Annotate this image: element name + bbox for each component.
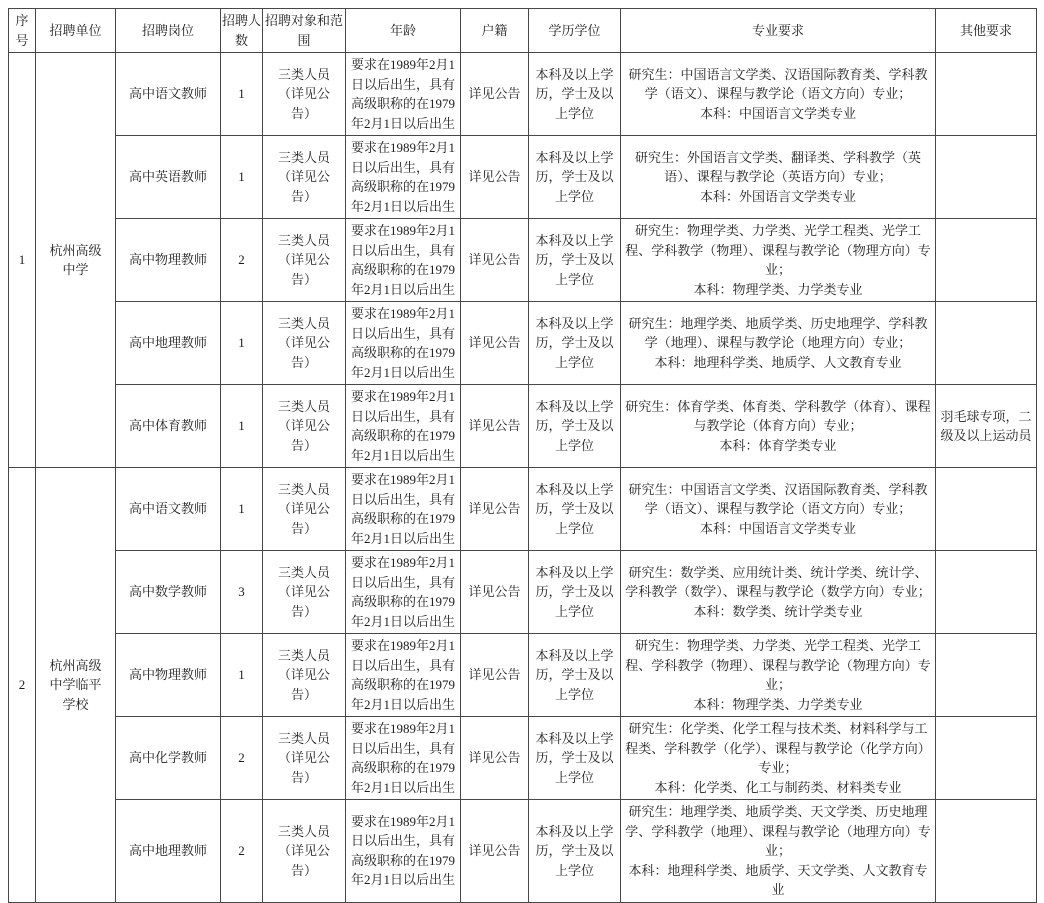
table-row [9, 717, 1037, 800]
header-unit: 招聘单位 [36, 9, 116, 53]
position-cell: 高中数学教师 [116, 551, 221, 634]
recruitment-table [8, 8, 1037, 903]
hukou-cell: 详见公告 [461, 551, 529, 634]
table-row [9, 551, 1037, 634]
education-cell: 本科及以上学历，学士及以上学位 [529, 219, 621, 302]
education-cell: 本科及以上学历，学士及以上学位 [529, 551, 621, 634]
scope-text: 三类人员（详见公告） [277, 149, 330, 204]
header-index: 序号 [9, 9, 36, 53]
hukou-cell: 详见公告 [461, 136, 529, 219]
group-index-cell: 2 [9, 468, 36, 903]
hukou-cell: 详见公告 [461, 53, 529, 136]
other-requirements-cell [936, 136, 1037, 219]
major-graduate: 研究生：数学类、应用统计类、统计学类、统计学、学科教学（数学）、课程与教学论（数学方向）专业； [625, 564, 931, 600]
count-cell: 1 [221, 385, 263, 468]
age-cell: 要求在1989年2月1日以后出生，具有高级职称的在1979年2月1日以后出生 [346, 634, 461, 717]
header-education: 学历学位 [529, 9, 621, 53]
other-requirements-cell [936, 717, 1037, 800]
major-cell [621, 551, 936, 634]
major-undergraduate: 本科：地理科学类、地质学、人文教育专业 [654, 354, 902, 370]
count-cell: 2 [221, 219, 263, 302]
major-graduate: 研究生：地理学类、地质学类、历史地理学、学科教学（地理）、课程与教学论（地理方向）专业； [628, 315, 928, 351]
education-cell: 本科及以上学历，学士及以上学位 [529, 634, 621, 717]
scope-cell [263, 634, 346, 717]
other-requirements-cell [936, 468, 1037, 551]
major-cell [621, 136, 936, 219]
major-cell [621, 302, 936, 385]
unit-name: 杭州高级中学 [49, 242, 102, 277]
other-requirements-cell [936, 800, 1037, 903]
scope-text: 三类人员（详见公告） [277, 66, 330, 121]
education-cell: 本科及以上学历，学士及以上学位 [529, 385, 621, 468]
count-cell: 2 [221, 717, 263, 800]
position-cell: 高中地理教师 [116, 302, 221, 385]
age-cell: 要求在1989年2月1日以后出生，具有高级职称的在1979年2月1日以后出生 [346, 136, 461, 219]
count-cell: 1 [221, 302, 263, 385]
header-position: 招聘岗位 [116, 9, 221, 53]
unit-name: 杭州高级中学临平学校 [49, 657, 102, 712]
major-graduate: 研究生：物理学类、力学类、光学工程类、光学工程、学科教学（物理）、课程与教学论（物理方向）专业； [625, 638, 931, 692]
hukou-cell: 详见公告 [461, 385, 529, 468]
scope-text: 三类人员（详见公告） [277, 564, 330, 619]
age-cell: 要求在1989年2月1日以后出生，具有高级职称的在1979年2月1日以后出生 [346, 551, 461, 634]
other-requirements-cell [936, 219, 1037, 302]
age-cell: 要求在1989年2月1日以后出生，具有高级职称的在1979年2月1日以后出生 [346, 468, 461, 551]
major-cell [621, 717, 936, 800]
scope-cell [263, 551, 346, 634]
table-row [9, 302, 1037, 385]
hukou-cell: 详见公告 [461, 717, 529, 800]
count-cell: 3 [221, 551, 263, 634]
other-requirements-cell [936, 53, 1037, 136]
major-cell [621, 53, 936, 136]
education-cell: 本科及以上学历，学士及以上学位 [529, 136, 621, 219]
table-row [9, 468, 1037, 551]
position-cell: 高中物理教师 [116, 219, 221, 302]
count-cell: 1 [221, 53, 263, 136]
scope-cell [263, 136, 346, 219]
major-undergraduate: 本科：中国语言文学类专业 [699, 520, 856, 536]
scope-cell [263, 385, 346, 468]
header-count: 招聘人数 [221, 9, 263, 53]
position-cell: 高中化学教师 [116, 717, 221, 800]
age-cell: 要求在1989年2月1日以后出生，具有高级职称的在1979年2月1日以后出生 [346, 302, 461, 385]
table-row [9, 219, 1037, 302]
position-cell: 高中语文教师 [116, 468, 221, 551]
header-other: 其他要求 [936, 9, 1037, 53]
major-undergraduate: 本科：地理科学类、地质学、天文学类、人文教育专业 [628, 862, 928, 897]
education-cell: 本科及以上学历，学士及以上学位 [529, 717, 621, 800]
age-cell: 要求在1989年2月1日以后出生，具有高级职称的在1979年2月1日以后出生 [346, 800, 461, 903]
major-undergraduate: 本科：中国语言文学类专业 [699, 105, 856, 121]
major-undergraduate: 本科：化学类、化工与制药类、材料类专业 [654, 779, 902, 795]
header-row [9, 9, 1037, 53]
header-hukou: 户籍 [461, 9, 529, 53]
scope-text: 三类人员（详见公告） [277, 232, 330, 287]
table-body [9, 53, 1037, 903]
age-cell: 要求在1989年2月1日以后出生，具有高级职称的在1979年2月1日以后出生 [346, 219, 461, 302]
major-cell [621, 219, 936, 302]
major-cell [621, 800, 936, 903]
major-graduate: 研究生：中国语言文学类、汉语国际教育类、学科教学（语文）、课程与教学论（语文方向）专业； [628, 481, 928, 517]
group-unit-cell [36, 468, 116, 903]
position-cell: 高中物理教师 [116, 634, 221, 717]
major-graduate: 研究生：外国语言文学类、翻译类、学科教学（英语）、课程与教学论（英语方向）专业； [634, 149, 921, 185]
group-index-cell: 1 [9, 53, 36, 468]
age-cell: 要求在1989年2月1日以后出生，具有高级职称的在1979年2月1日以后出生 [346, 53, 461, 136]
hukou-cell: 详见公告 [461, 302, 529, 385]
table-header [9, 9, 1037, 53]
count-cell: 1 [221, 136, 263, 219]
scope-text: 三类人员（详见公告） [277, 315, 330, 370]
major-graduate: 研究生：体育学类、体育类、学科教学（体育）、课程与教学论（体育方向）专业； [625, 398, 931, 434]
table-row [9, 800, 1037, 903]
other-requirements-cell [936, 551, 1037, 634]
hukou-cell: 详见公告 [461, 219, 529, 302]
age-cell: 要求在1989年2月1日以后出生，具有高级职称的在1979年2月1日以后出生 [346, 385, 461, 468]
group-unit-cell [36, 53, 116, 468]
scope-text: 三类人员（详见公告） [277, 823, 330, 878]
position-cell: 高中地理教师 [116, 800, 221, 903]
major-undergraduate: 本科：物理学类、力学类专业 [693, 696, 863, 712]
major-graduate: 研究生：中国语言文学类、汉语国际教育类、学科教学（语文）、课程与教学论（语文方向）专业； [628, 66, 928, 102]
other-requirements-cell [936, 634, 1037, 717]
major-cell [621, 468, 936, 551]
major-undergraduate: 本科：体育学类专业 [719, 437, 837, 453]
scope-cell [263, 800, 346, 903]
count-cell: 1 [221, 468, 263, 551]
scope-cell [263, 468, 346, 551]
header-scope: 招聘对象和范围 [263, 9, 346, 53]
scope-text: 三类人员（详见公告） [277, 398, 330, 453]
count-cell: 2 [221, 800, 263, 903]
header-age: 年龄 [346, 9, 461, 53]
table-row [9, 634, 1037, 717]
position-cell: 高中体育教师 [116, 385, 221, 468]
education-cell: 本科及以上学历，学士及以上学位 [529, 468, 621, 551]
scope-cell [263, 717, 346, 800]
scope-cell [263, 219, 346, 302]
hukou-cell: 详见公告 [461, 468, 529, 551]
table-row [9, 136, 1037, 219]
scope-text: 三类人员（详见公告） [277, 730, 330, 785]
major-undergraduate: 本科：物理学类、力学类专业 [693, 281, 863, 297]
education-cell: 本科及以上学历，学士及以上学位 [529, 800, 621, 903]
scope-cell [263, 53, 346, 136]
hukou-cell: 详见公告 [461, 634, 529, 717]
major-graduate: 研究生：化学类、化学工程与技术类、材料科学与工程类、学科教学（化学）、课程与教学论（化学方向）专业； [625, 721, 931, 775]
other-requirements-cell [936, 302, 1037, 385]
position-cell: 高中英语教师 [116, 136, 221, 219]
major-cell [621, 634, 936, 717]
other-requirements-cell: 羽毛球专项，二级及以上运动员 [936, 385, 1037, 468]
count-cell: 1 [221, 634, 263, 717]
position-cell: 高中语文教师 [116, 53, 221, 136]
major-cell [621, 385, 936, 468]
major-undergraduate: 本科：数学类、统计学类专业 [693, 603, 863, 619]
major-graduate: 研究生：地理学类、地质学类、天文学类、历史地理学、学科教学（地理）、课程与教学论（地理方向）专业； [625, 804, 931, 858]
scope-text: 三类人员（详见公告） [277, 647, 330, 702]
header-major: 专业要求 [621, 9, 936, 53]
hukou-cell: 详见公告 [461, 800, 529, 903]
education-cell: 本科及以上学历，学士及以上学位 [529, 53, 621, 136]
major-graduate: 研究生：物理学类、力学类、光学工程类、光学工程、学科教学（物理）、课程与教学论（物理方向）专业； [625, 223, 931, 277]
education-cell: 本科及以上学历，学士及以上学位 [529, 302, 621, 385]
scope-cell [263, 302, 346, 385]
table-row [9, 53, 1037, 136]
major-undergraduate: 本科：外国语言文学类专业 [699, 188, 856, 204]
age-cell: 要求在1989年2月1日以后出生，具有高级职称的在1979年2月1日以后出生 [346, 717, 461, 800]
scope-text: 三类人员（详见公告） [277, 481, 330, 536]
table-row [9, 385, 1037, 468]
